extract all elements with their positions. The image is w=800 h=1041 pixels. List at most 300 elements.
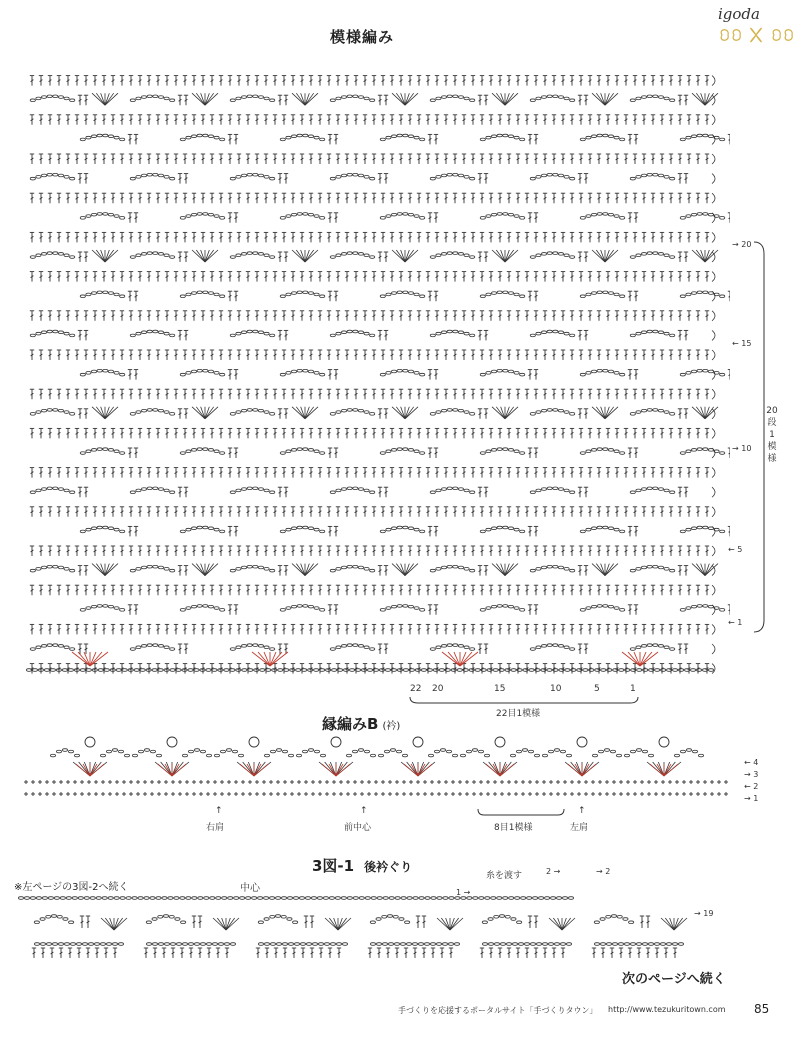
chain-stitch: [720, 217, 725, 220]
dc-stitch: [102, 115, 106, 125]
chain-stitch: [618, 943, 623, 946]
dc-stitch: [165, 232, 169, 242]
chain-stitch: [317, 897, 322, 900]
chain-stitch: [224, 943, 229, 946]
dc-stitch: [525, 154, 529, 164]
dc-stitch: [489, 76, 493, 86]
dc-stitch: [174, 232, 178, 242]
dc-stitch: [624, 311, 628, 321]
chain-stitch: [69, 921, 74, 924]
dc-stitch: [378, 644, 382, 654]
dc-stitch: [444, 350, 448, 360]
dc-stitch: [633, 350, 637, 360]
dc-stitch: [328, 526, 332, 536]
chain-stitch: [536, 646, 541, 649]
row-repeat-label: 20段1模様: [766, 406, 778, 464]
fan-stitch: [205, 564, 214, 576]
chain-stitch: [320, 530, 325, 533]
dc-stitch: [651, 154, 655, 164]
dc-stitch: [444, 546, 448, 556]
dc-stitch: [78, 330, 82, 340]
chain-stitch: [420, 217, 425, 220]
chain-stitch: [455, 897, 460, 900]
chain-stitch: [236, 254, 241, 257]
chain-stitch: [258, 897, 263, 900]
chain-stitch: [30, 648, 35, 651]
dc-stitch: [30, 311, 34, 321]
dc-stitch: [660, 389, 664, 399]
chain-stitch: [141, 253, 146, 256]
dc-stitch: [480, 232, 484, 242]
dc-stitch: [255, 624, 259, 634]
fan-stitch: [605, 407, 614, 419]
dc-stitch: [327, 428, 331, 438]
dc-stitch: [561, 154, 565, 164]
dc-stitch: [336, 350, 340, 360]
chain-stitch: [330, 943, 335, 946]
chain-stitch: [197, 526, 202, 529]
chain-stitch: [494, 915, 499, 918]
chain-stitch: [186, 528, 191, 531]
chain-stitch: [106, 943, 111, 946]
dc-stitch: [282, 624, 286, 634]
dc-stitch: [183, 389, 187, 399]
chain-stitch: [64, 332, 69, 335]
chain-stitch: [480, 217, 485, 220]
dc-stitch: [426, 311, 430, 321]
chain-stitch: [508, 213, 513, 216]
dc-stitch: [507, 232, 511, 242]
dc-stitch: [228, 272, 232, 282]
dc-stitch: [417, 154, 421, 164]
dc-stitch: [327, 193, 331, 203]
chain-stitch: [420, 373, 425, 376]
chain-stitch: [610, 750, 615, 753]
dc-stitch: [489, 115, 493, 125]
chain-stitch: [358, 566, 363, 569]
chain-stitch: [630, 177, 635, 180]
chain-stitch: [606, 943, 611, 946]
dc-stitch: [363, 115, 367, 125]
dc-stitch: [588, 193, 592, 203]
dc-stitch: [687, 232, 691, 242]
chain-stitch: [403, 526, 408, 529]
dc-stitch: [660, 468, 664, 478]
dc-stitch: [633, 272, 637, 282]
dc-stitch: [95, 948, 99, 958]
dc-stitch: [678, 330, 682, 340]
chain-stitch: [491, 449, 496, 452]
chain-stitch: [50, 669, 55, 672]
dc-stitch: [372, 468, 376, 478]
fan-stitch: [296, 564, 305, 576]
chain-stitch: [76, 943, 81, 946]
dc-stitch: [300, 311, 304, 321]
dc-stitch: [372, 193, 376, 203]
dc-stitch: [606, 193, 610, 203]
chain-stitch: [391, 605, 396, 608]
chain-stitch: [343, 669, 348, 672]
dc-stitch: [345, 546, 349, 556]
dc-stitch: [507, 624, 511, 634]
fan-stitch: [226, 918, 235, 930]
dc-stitch: [57, 115, 61, 125]
turning-chain: [712, 428, 715, 438]
chain-stitch: [508, 527, 513, 530]
chain-stitch: [297, 134, 302, 137]
dc-stitch: [525, 311, 529, 321]
dc-stitch: [48, 154, 52, 164]
chain-stitch: [424, 943, 429, 946]
dc-stitch: [345, 232, 349, 242]
chain-stitch: [234, 897, 239, 900]
dc-stitch: [578, 566, 582, 576]
dc-stitch: [579, 272, 583, 282]
chain-stitch: [453, 330, 458, 333]
chain-stitch: [158, 943, 163, 946]
fan-stitch: [396, 93, 405, 105]
dc-stitch: [183, 272, 187, 282]
dc-stitch: [669, 428, 673, 438]
chain-stitch: [441, 488, 446, 491]
chain-stitch: [186, 372, 191, 375]
chain-stitch: [541, 566, 546, 569]
dc-stitch: [138, 311, 142, 321]
dc-stitch: [417, 311, 421, 321]
chain-stitch: [253, 644, 258, 647]
dc-stitch: [426, 585, 430, 595]
dc-stitch: [128, 526, 132, 536]
fan-stitch: [90, 762, 101, 776]
dc-stitch: [408, 389, 412, 399]
chain-stitch: [170, 491, 175, 494]
neck-label-19: → 19: [694, 909, 714, 918]
dc-stitch: [192, 468, 196, 478]
chain-stitch: [230, 99, 235, 102]
chain-stitch: [47, 565, 52, 568]
chain-stitch: [164, 176, 169, 179]
chain-stitch: [511, 669, 516, 672]
chain-stitch: [241, 566, 246, 569]
fan-stitch: [407, 762, 418, 776]
dc-stitch: [471, 115, 475, 125]
picot-loop: [577, 737, 587, 747]
dc-stitch: [192, 624, 196, 634]
dc-stitch: [489, 507, 493, 517]
dc-stitch: [165, 272, 169, 282]
chain-stitch: [664, 489, 669, 492]
dc-stitch: [516, 311, 520, 321]
dc-stitch: [93, 546, 97, 556]
chain-stitch: [103, 213, 108, 216]
dc-stitch: [440, 948, 444, 958]
dc-stitch: [39, 272, 43, 282]
dc-stitch: [264, 350, 268, 360]
dc-stitch: [462, 546, 466, 556]
dc-stitch: [219, 585, 223, 595]
chain-stitch: [480, 530, 485, 533]
dc-stitch: [183, 428, 187, 438]
chain-stitch: [330, 413, 335, 416]
chain-stitch: [418, 943, 423, 946]
dc-stitch: [498, 232, 502, 242]
dc-stitch: [300, 624, 304, 634]
dc-stitch: [462, 154, 466, 164]
chain-stitch: [247, 252, 252, 255]
dc-stitch: [525, 76, 529, 86]
dc-stitch: [318, 546, 322, 556]
dc-stitch: [498, 507, 502, 517]
dc-stitch: [147, 76, 151, 86]
dc-stitch: [462, 389, 466, 399]
chain-stitch: [636, 332, 641, 335]
dc-stitch: [78, 566, 82, 576]
dc-stitch: [687, 272, 691, 282]
chain-stitch: [264, 568, 269, 571]
chain-stitch: [120, 373, 125, 376]
dc-stitch: [597, 624, 601, 634]
chain-stitch: [40, 943, 45, 946]
chain-stitch: [480, 452, 485, 455]
dc-stitch: [282, 546, 286, 556]
dc-stitch: [525, 115, 529, 125]
chain-stitch: [170, 256, 175, 259]
chain-stitch: [182, 943, 187, 946]
dc-stitch: [66, 311, 70, 321]
dc-stitch: [93, 76, 97, 86]
chain-stitch: [86, 528, 91, 531]
dc-stitch: [578, 644, 582, 654]
dc-stitch: [552, 948, 556, 958]
dc-stitch: [484, 174, 488, 184]
chain-stitch: [508, 605, 513, 608]
dc-stitch: [579, 468, 583, 478]
dc-stitch: [237, 232, 241, 242]
chain-stitch: [497, 134, 502, 137]
turning-chain: [712, 134, 715, 144]
dc-stitch: [444, 507, 448, 517]
dc-stitch: [381, 546, 385, 556]
dc-stitch: [669, 389, 673, 399]
chain-stitch: [547, 565, 552, 568]
chain-stitch: [320, 138, 325, 141]
chain-stitch: [580, 373, 585, 376]
chain-stitch: [680, 295, 685, 298]
chain-stitch: [414, 607, 419, 610]
dc-stitch: [471, 468, 475, 478]
dc-stitch: [156, 468, 160, 478]
dc-stitch: [579, 546, 583, 556]
dc-stitch: [273, 428, 277, 438]
dc-stitch: [129, 272, 133, 282]
chain-stitch: [636, 97, 641, 100]
dc-stitch: [434, 448, 438, 458]
chain-stitch: [36, 489, 41, 492]
chain-stitch: [387, 915, 392, 918]
chain-stitch: [336, 646, 341, 649]
chain-stitch: [164, 943, 169, 946]
dc-stitch: [228, 507, 232, 517]
fan-stitch: [696, 407, 705, 419]
dc-stitch: [219, 272, 223, 282]
chain-stitch: [208, 135, 213, 138]
chain-stitch: [347, 252, 352, 255]
chain-stitch: [164, 97, 169, 100]
dc-stitch: [507, 115, 511, 125]
accent-stitch: [582, 764, 589, 776]
dc-stitch: [336, 624, 340, 634]
dc-stitch: [84, 409, 88, 419]
dc-stitch: [444, 76, 448, 86]
chain-stitch: [408, 605, 413, 608]
dc-stitch: [75, 585, 79, 595]
dc-stitch: [219, 624, 223, 634]
chain-stitch: [678, 669, 683, 672]
dc-stitch: [327, 389, 331, 399]
dc-stitch: [696, 272, 700, 282]
dc-stitch: [642, 624, 646, 634]
chain-stitch: [415, 669, 420, 672]
chain-stitch: [176, 669, 181, 672]
chain-stitch: [26, 669, 31, 672]
dc-stitch: [669, 115, 673, 125]
dc-stitch: [156, 546, 160, 556]
fan-stitch: [96, 407, 105, 419]
chain-stitch: [236, 568, 241, 571]
dc-stitch: [453, 507, 457, 517]
dc-stitch: [327, 624, 331, 634]
dc-stitch: [318, 389, 322, 399]
dc-stitch: [219, 193, 223, 203]
dc-stitch: [372, 546, 376, 556]
dc-stitch: [156, 76, 160, 86]
chain-stitch: [100, 943, 105, 946]
chain-stitch: [130, 177, 135, 180]
turning-chain: [712, 448, 715, 458]
dc-stitch: [39, 115, 43, 125]
chain-stitch: [517, 921, 522, 924]
chain-stitch: [153, 644, 158, 647]
turning-chain: [712, 76, 715, 86]
chain-stitch: [91, 605, 96, 608]
chain-stitch: [364, 411, 369, 414]
chain-stitch: [443, 897, 448, 900]
dc-stitch: [705, 272, 709, 282]
chain-stitch: [264, 754, 269, 757]
dc-stitch: [378, 252, 382, 262]
dc-stitch: [147, 193, 151, 203]
dc-stitch: [687, 311, 691, 321]
chain-stitch: [449, 897, 454, 900]
chain-stitch: [114, 450, 119, 453]
dc-stitch: [48, 468, 52, 478]
chain-stitch: [395, 897, 400, 900]
turning-chain: [712, 487, 715, 497]
dc-stitch: [372, 428, 376, 438]
chain-stitch: [436, 943, 441, 946]
chain-stitch: [158, 253, 163, 256]
fan-stitch: [396, 407, 405, 419]
dc-stitch: [696, 350, 700, 360]
dc-stitch: [579, 428, 583, 438]
chain-stitch: [170, 648, 175, 651]
chain-stitch: [214, 754, 219, 757]
chain-stitch: [397, 605, 402, 608]
chain-stitch: [497, 291, 502, 294]
chain-stitch: [568, 897, 573, 900]
chain-stitch: [303, 605, 308, 608]
dc-stitch: [178, 487, 182, 497]
chain-stitch: [379, 669, 384, 672]
turning-chain: [712, 174, 715, 184]
dc-stitch: [444, 468, 448, 478]
chain-stitch: [182, 754, 187, 757]
chain-stitch: [197, 291, 202, 294]
chain-stitch: [608, 449, 613, 452]
dc-stitch: [381, 154, 385, 164]
chain-stitch: [291, 370, 296, 373]
chain-stitch: [253, 565, 258, 568]
dc-stitch: [165, 546, 169, 556]
chain-stitch: [236, 176, 241, 179]
footer-url[interactable]: http://www.tezukuritown.com: [608, 1005, 726, 1014]
chain-stitch: [186, 136, 191, 139]
dc-stitch: [216, 948, 220, 958]
dc-stitch: [84, 95, 88, 105]
chain-stitch: [308, 135, 313, 138]
dc-stitch: [606, 624, 610, 634]
dc-stitch: [561, 350, 565, 360]
chain-stitch: [194, 943, 199, 946]
dc-stitch: [642, 428, 646, 438]
chain-stitch: [364, 332, 369, 335]
dc-stitch: [543, 389, 547, 399]
chain-stitch: [658, 96, 663, 99]
dc-stitch: [129, 585, 133, 595]
dc-stitch: [301, 948, 305, 958]
dc-stitch: [534, 585, 538, 595]
chain-stitch: [242, 669, 247, 672]
chain-stitch: [514, 607, 519, 610]
chain-stitch: [614, 136, 619, 139]
chain-stitch: [486, 450, 491, 453]
dc-stitch: [684, 644, 688, 654]
dc-stitch: [525, 232, 529, 242]
dc-stitch: [291, 272, 295, 282]
dc-stitch: [669, 193, 673, 203]
chain-stitch: [358, 749, 363, 752]
chain-stitch: [370, 648, 375, 651]
chain-stitch: [606, 915, 611, 918]
dc-stitch: [615, 468, 619, 478]
chain-stitch: [553, 330, 558, 333]
chain-stitch: [364, 646, 369, 649]
dc-stitch: [84, 154, 88, 164]
dc-stitch: [489, 389, 493, 399]
dc-stitch: [30, 389, 34, 399]
dc-stitch: [201, 507, 205, 517]
chain-stitch: [218, 669, 223, 672]
chain-stitch: [470, 99, 475, 102]
dc-stitch: [651, 76, 655, 86]
chain-stitch: [50, 754, 55, 757]
chain-stitch: [620, 138, 625, 141]
dc-stitch: [138, 585, 142, 595]
dc-stitch: [255, 507, 259, 517]
chain-stitch: [264, 97, 269, 100]
chain-stitch: [208, 527, 213, 530]
chain-stitch: [434, 750, 439, 753]
